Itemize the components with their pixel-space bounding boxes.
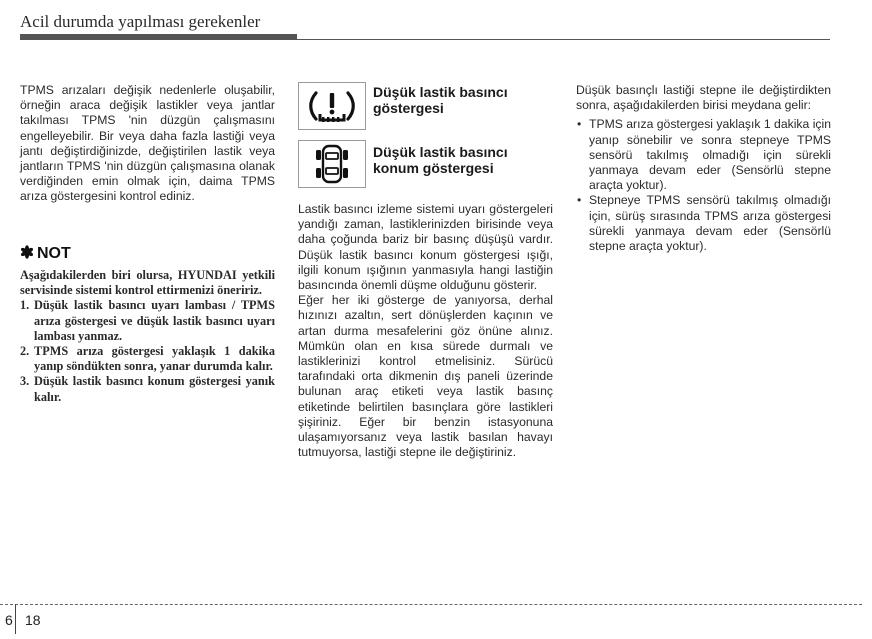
footer-separator (15, 604, 16, 634)
note-heading (20, 245, 71, 263)
note-list-item: 2. TPMS arıza göstergesi yaklaşık 1 dakika yanıp söndükten sonra, yanar durumda kalır. (20, 344, 275, 374)
note-heading-label: NOT (37, 245, 71, 262)
page-number: 18 (25, 612, 41, 628)
spare-tire-intro: Düşük basınçlı lastiği stepne ile değiştirdikten sonra, aşağıdakilerden birisi meydana gelir: (576, 83, 831, 113)
title-underline-thin (20, 39, 830, 40)
tire-position-indicator-title: Düşük lastik basıncı konum göstergesi (373, 144, 508, 176)
indicator-explanation-paragraph: Lastik basıncı izleme sistemi uyarı göstergeleri yandığı zaman, lastiklerinizden birisinde veya daha çoğunda bariz bir basınç düşüşü vardır. Düşük lastik basıncı konum göstergesi ışığı, ilgili konum ışığının yanmasıyla hangi lastiğin basıncında önemli düşme olduğunu gösterir. (298, 202, 553, 293)
both-indicators-paragraph: Eğer her iki gösterge de yanıyorsa, derhal hızınızı azaltın, sert dönüşlerden kaçının ve artan durma mesafelerini göz önüne alınız. Mümkün olan en kısa sürede durmalı ve lastiklerinizi kontrol etmelisiniz. Sürücü tarafındaki orta dikmenin dış paneli üzerinde bulunan araç etiketi veya lastik basınç etiketinde belirtilen basınçlara göre lastikleri şişiriniz. Eğer bir benzin istasyonuna ulaşamıyorsanız veya lastik basılan havayı tutmuyorsa, lastiği stepne ile değiştiriniz. (298, 293, 553, 460)
column-right (576, 83, 831, 254)
note-intro: Aşağıdakilerden biri olursa, HYUNDAI yetkili servisinde sistemi kontrol ettirmenizi öneririz. (20, 268, 275, 298)
note-list-item: 1. Düşük lastik basıncı uyarı lambası / TPMS arıza göstergesi ve düşük lastik basıncı uyarı lambası yanmaz. (20, 298, 275, 343)
chapter-number: 6 (5, 612, 13, 628)
low-pressure-indicator-title: Düşük lastik basıncı göstergesi (373, 84, 508, 116)
note-list (20, 298, 275, 404)
bullet-item: • Stepneye TPMS sensörü takılmış olmadığı için, sürüş sırasında TPMS arıza göstergesi sürekli yanmaya devam eder (Sensörlü stepne araçta yoktur). (576, 193, 831, 254)
column-left (20, 83, 275, 205)
note-list-item: 3. Düşük lastik basıncı konum göstergesi yanık kalır. (20, 374, 275, 404)
column-middle (298, 202, 553, 460)
tpms-failure-paragraph: TPMS arızaları değişik nedenlerle oluşabilir, örneğin araca değişik lastikler veya jantlar takılması TPMS 'nin düzgün çalışmasını engelleyebilir. Bir veya daha fazla lastiği veya jantı değiştirdiğinizde, değiştirilen lastik veya jantların TPMS 'nin düzgün çalışmasına olanak verdiğinden emin olmak için, daima TPMS arıza göstergesini kontrol ediniz. (20, 83, 275, 204)
note-star-icon (20, 245, 34, 259)
tire-position-car-icon (312, 143, 352, 185)
note-body (20, 268, 275, 405)
tire-pressure-warning-icon-box (298, 82, 366, 130)
page-title: Acil durumda yapılması gerekenler (20, 12, 261, 31)
footer-divider (0, 604, 862, 605)
tire-pressure-warning-icon (306, 87, 358, 125)
tire-position-icon-box (298, 140, 366, 188)
bullet-item: • TPMS arıza göstergesi yaklaşık 1 dakika için yanıp sönebilir ve sonra stepneye TPMS sensörü takılmış olmadığı için sürekli yanmaya devam eder (Sensörlü stepne araçta yoktur). (576, 117, 831, 193)
spare-tire-bullets (576, 117, 831, 254)
